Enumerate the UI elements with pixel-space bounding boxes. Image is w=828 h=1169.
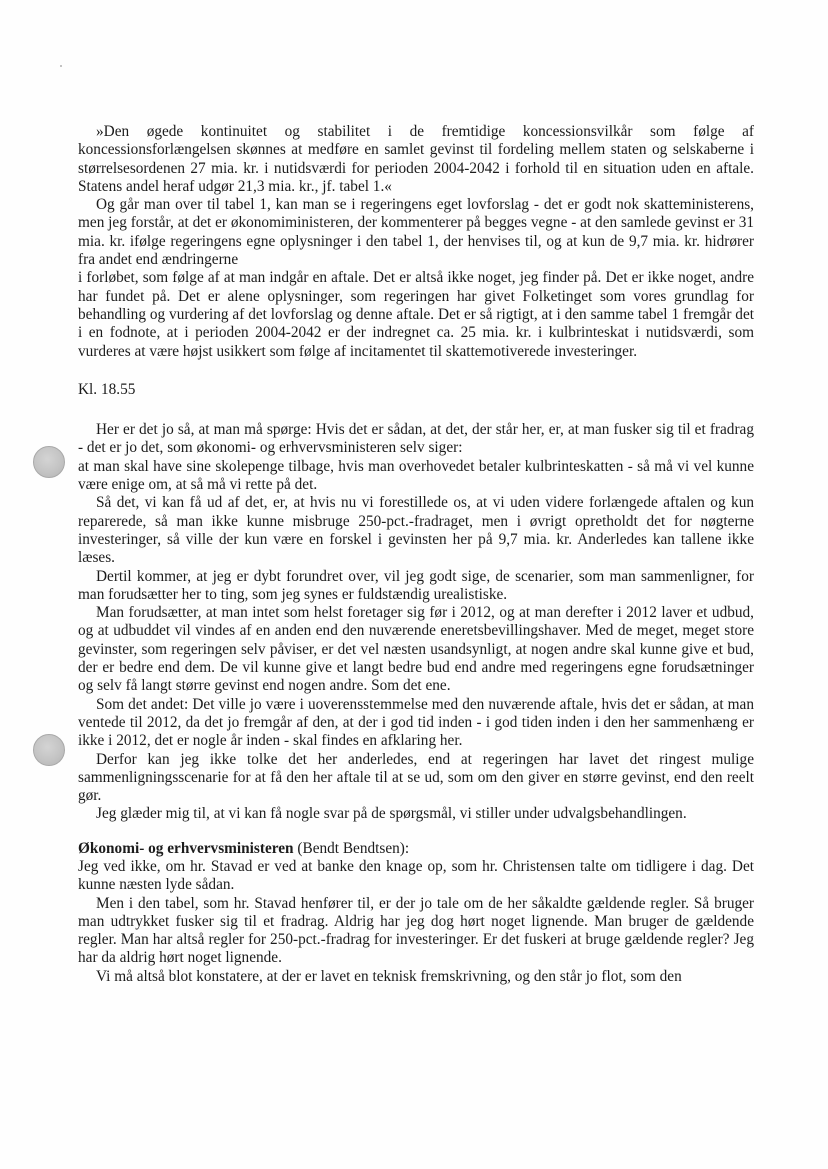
time-stamp: Kl. 18.55 bbox=[78, 380, 136, 398]
paragraph: Så det, vi kan få ud af det, er, at hvis nu vi forestillede os, at vi uden videre forlængede aftalen og kun reparerede, så man ikke kunne misbruge 250-pct.-fradraget, men i øvrigt opretholdt det for nøgterne investeringer, så ville der kun være en forskel i gevinsten her på 9,7 mia. kr. Anderledes kan tallene ikke læses. bbox=[78, 494, 754, 567]
paragraph: Derfor kan jeg ikke tolke det her anderledes, end at regeringen har lavet det ringest mulige sammenligningsscenarie for at få den her aftale til at se ud, som om den giver en større gevinst, end den reelt gør. bbox=[78, 750, 754, 805]
paragraph: Jeg glæder mig til, at vi kan få nogle svar på de spørgsmål, vi stiller under udvalgsbehandlingen. bbox=[96, 805, 687, 823]
paragraph: Og går man over til tabel 1, kan man se i regeringens eget lovforslag - det er godt nok skatteministerens, men jeg forstår, at det er økonomiministeren, der kommenterer på begges vegne - at den samlede gevinst er 31 mia. kr. ifølge regeringens egne oplysninger i den tabel 1, der henvises til, og at kun de 9,7 mia. kr. hidrører fra andet end ændringerne bbox=[78, 196, 754, 269]
quote-paragraph: »Den øgede kontinuitet og stabilitet i de fremtidige koncessionsvilkår som følge af koncessionsforlængelsen skønnes at medføre en samlet gevinst til fordeling mellem staten og selskaberne i størrelsesordenen 27 mia. kr. i nutidsværdi for perioden 2004-2042 i forhold til en situation uden en aftale. Statens andel heraf udgør 21,3 mia. kr., jf. tabel 1.« bbox=[78, 123, 754, 195]
punch-hole bbox=[33, 446, 65, 478]
paragraph: Man forudsætter, at man intet som helst foretager sig før i 2012, og at man derefter i 2012 laver et udbud, og at udbuddet vil vindes af en anden end den nuværende eneretsbevillingshaver. Med de meget, meget store gevinster, som regeringen selv påviser, er det vel næsten usandsynligt, at nogen andre skal kunne give et bud, der er bedre end dem. De vil kunne give et langt bedre bud end andre med regeringens egne forudsætninger og selv få langt større gevinst end nogen andre. Som det ene. bbox=[78, 604, 754, 695]
paragraph: Jeg ved ikke, om hr. Stavad er ved at banke den knage op, som hr. Christensen talte om tidligere i dag. Det kunne næsten lyde sådan. bbox=[78, 857, 754, 894]
speaker-title: Økonomi- og erhvervsministeren bbox=[78, 839, 294, 857]
paragraph: Som det andet: Det ville jo være i uoverensstemmelse med den nuværende aftale, hvis det er sådan, at man ventede til 2012, da det jo fremgår af den, at der i god tid inden - i god tiden inden i den her sammenhæng er ikke i 2012, det er nogle år inden - skal findes en afklaring her. bbox=[78, 695, 754, 750]
paragraph: Dertil kommer, at jeg er dybt forundret over, vil jeg godt sige, de scenarier, som man sammenligner, for man forudsætter her to ting, som jeg synes er fuldstændig urealistiske. bbox=[78, 567, 754, 603]
paragraph: Her er det jo så, at man må spørge: Hvis det er sådan, at det, der står her, er, at man fusker sig til et fradrag - det er jo det, som økonomi- og erhvervsministeren selv siger: bbox=[78, 421, 754, 457]
transcript-body bbox=[78, 123, 754, 986]
paragraph: Vi må altså blot konstatere, at der er lavet en teknisk fremskrivning, og den står jo flot, som den bbox=[96, 967, 682, 985]
punch-hole bbox=[33, 734, 65, 766]
paragraph: Men i den tabel, som hr. Stavad henfører til, er der jo tale om de her såkaldte gældende regler. Så bruger man udtrykket fusker sig til et fradrag. Aldrig har jeg dog hørt noget lignende. Man bruger de gældende regler. Man har altså regler for 250-pct.-fradrag for investeringer. Er det fuskeri at bruge gældende regler? Jeg har da aldrig hørt noget lignende. bbox=[78, 894, 754, 967]
scan-speck bbox=[60, 65, 62, 67]
speaker-name: (Bendt Bendtsen): bbox=[297, 839, 410, 857]
speaker-line bbox=[78, 840, 754, 858]
paragraph: i forløbet, som følge af at man indgår en aftale. Det er altså ikke noget, jeg finder på. Det er ikke noget, andre har fundet på. Det er alene oplysninger, som regeringen har givet Folketinget som vores grundlag for behandling og vurdering af det lovforslag og denne aftale. Det er så rigtigt, at i den samme tabel 1 fremgår det i en fodnote, at i perioden 2004-2042 er der indregnet ca. 25 mia. kr. i kulbrinteskat i nutidsværdi, som vurderes at være højst usikkert som følge af incitamentet til skattemotiverede investeringer. bbox=[78, 269, 754, 360]
paragraph: at man skal have sine skolepenge tilbage, hvis man overhovedet betaler kulbrinteskatten - så må vi vel kunne være enige om, at så må vi rette på det. bbox=[78, 457, 754, 494]
